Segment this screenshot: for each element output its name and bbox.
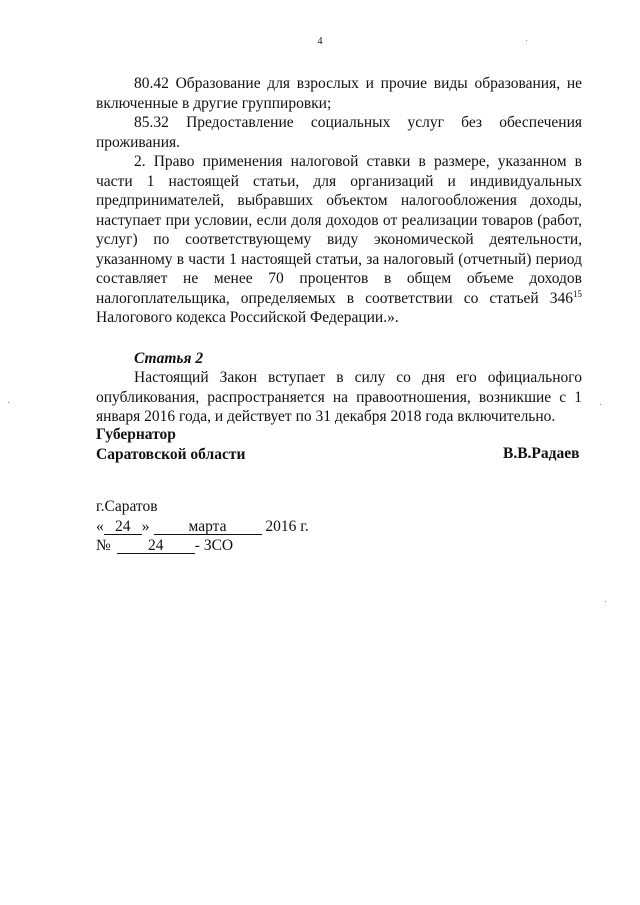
part-2-paragraph <box>96 152 582 328</box>
place-date-number <box>96 497 309 556</box>
law-number: 24 <box>117 537 195 554</box>
scan-speck <box>605 601 606 602</box>
city: г.Саратов <box>96 498 158 515</box>
part-2-text-end: Налогового кодекса Российской Федерации.». <box>96 309 399 326</box>
signatory-name: В.В.Радаев <box>503 445 580 462</box>
date-close-quote: » <box>141 517 150 535</box>
law-body <box>96 74 582 427</box>
number-sign: № <box>96 537 111 554</box>
scan-speck <box>600 404 601 405</box>
okved-item-85-32: 85.32 Предоставление социальных услуг без обеспечения проживания. <box>96 114 582 151</box>
scan-speck <box>8 402 9 403</box>
date-month: марта <box>154 518 262 535</box>
signatory-position <box>96 425 245 464</box>
date-year: 2016 г. <box>265 517 309 535</box>
date-day: 24 <box>104 518 142 535</box>
article-2-title: Статья 2 <box>134 349 204 367</box>
scan-speck <box>526 40 527 41</box>
law-number-suffix: - ЗСО <box>194 537 234 554</box>
number-line <box>96 536 309 556</box>
signatory-position-line-2: Саратовской области <box>96 445 246 463</box>
date-line <box>96 517 309 537</box>
date-open-quote: « <box>96 517 104 535</box>
page-number: 4 <box>317 36 323 47</box>
part-2-text: 2. Право применения налоговой ставки в размере, указанном в части 1 настоящей статьи, для организаций и индивидуальных предпринимателей, выбравших объектом налогообложения доходы, наступает при условии, если доля доходов от реализации товаров (работ, услуг) по соответствующему виду экономической деятельности, указанному в части 1 настоящей статьи, за налоговый (отчетный) период составляет не менее 70 процентов в общем объеме доходов налогоплательщика, определяемых в соответствии со статьей 346 <box>96 153 582 307</box>
article-number-superscript: 15 <box>573 288 582 299</box>
signatory-position-line-1: Губернатор <box>96 426 176 443</box>
article-2-text: Настоящий Закон вступает в силу со дня его официального опубликования, распространяется на правоотношения, возникшие с 1 января 2016 года, и действует по 31 декабря 2018 года включительно. <box>96 369 582 425</box>
okved-item-80-42: 80.42 Образование для взрослых и прочие виды образования, не включенные в другие группировки; <box>96 75 582 112</box>
